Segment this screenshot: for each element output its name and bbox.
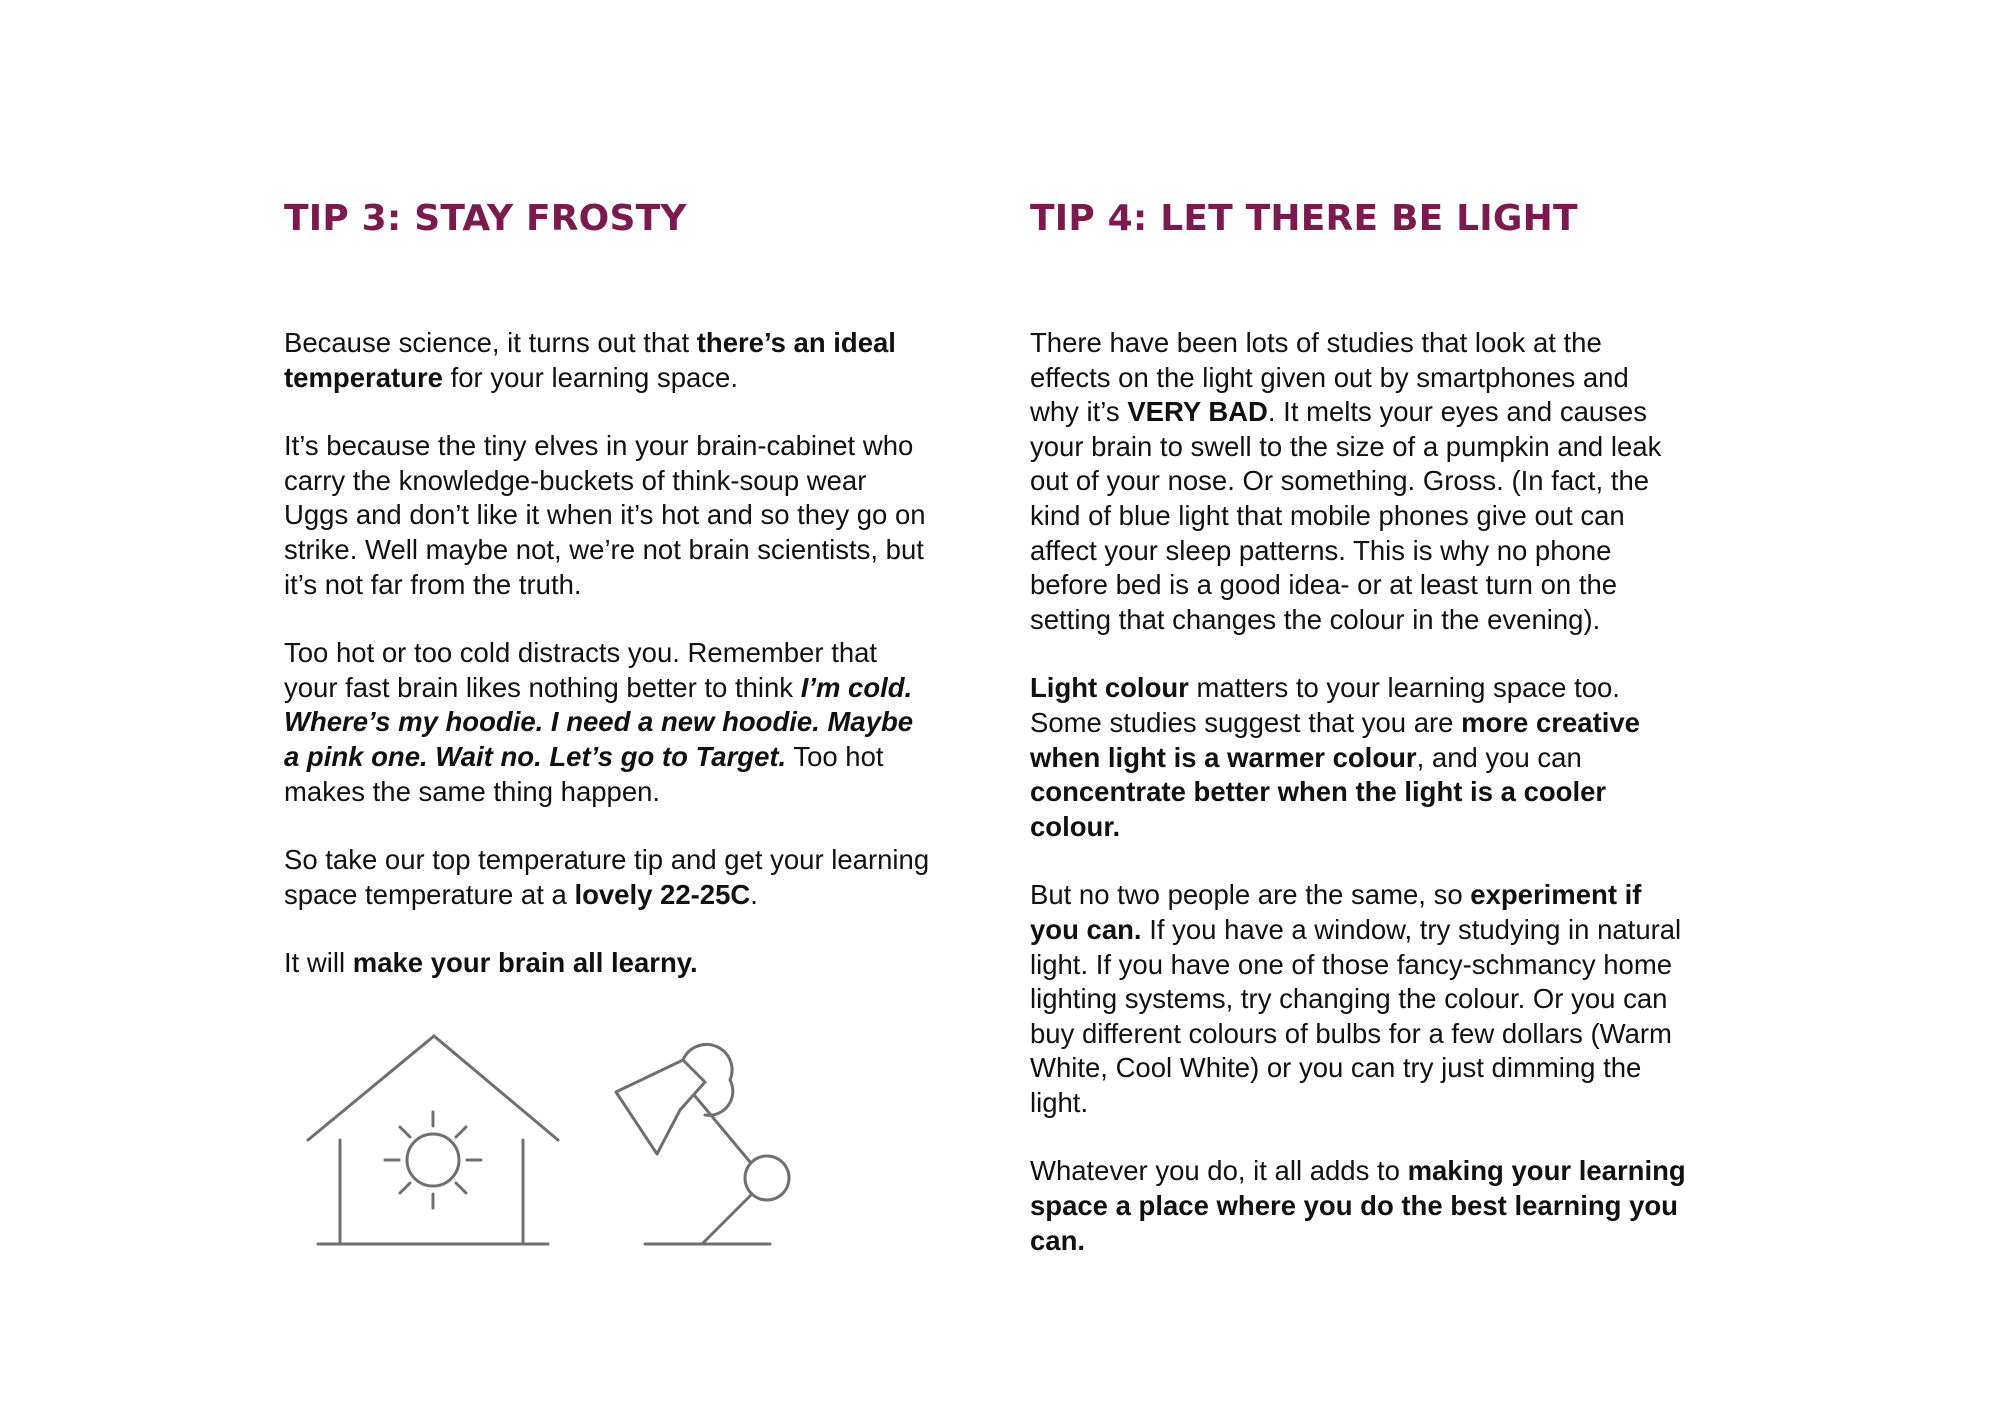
tip4-paragraph-3: But no two people are the same, so experiment if you can. If you have a window, try studying in natural light. If you have one of those fancy-schmancy home lighting systems, try changing the colour. Or you can buy different colours of bulbs for a few dollars (Warm White, Cool White) or you can try just dimming the light. bbox=[1030, 879, 1682, 1118]
tip3-title: TIP 3: STAY FROSTY bbox=[284, 198, 687, 239]
tip4-paragraph-2: Light colour matters to your learning space too. Some studies suggest that you are more creative when light is a warmer colour, and you can concentrate better when the light is a cooler colour. bbox=[1030, 672, 1640, 842]
illustrations bbox=[300, 1030, 800, 1250]
tip3-body bbox=[284, 326, 1014, 1015]
tip4-body bbox=[1030, 326, 1760, 1292]
tip3-paragraph-4: So take our top temperature tip and get your learning space temperature at a lovely 22-25C. bbox=[284, 844, 930, 910]
tip3-paragraph-2: It’s because the tiny elves in your brain-cabinet who carry the knowledge-buckets of think-soup wear Uggs and don’t like it when it’s hot and so they go on strike. Well maybe not, we’re not brain scientists, but it’s not far from the truth. bbox=[284, 430, 926, 600]
tip3-paragraph-5: It will make your brain all learny. bbox=[284, 947, 698, 979]
house-sun-icon bbox=[308, 1036, 558, 1244]
tip3-paragraph-3: Too hot or too cold distracts you. Remember that your fast brain likes nothing better to think I’m cold. Where’s my hoodie. I need a new hoodie. Maybe a pink one. Wait no. Let’s go to Target. Too hot makes the same thing happen. bbox=[284, 637, 914, 807]
desk-lamp-icon bbox=[616, 1044, 789, 1244]
tip4-paragraph-4: Whatever you do, it all adds to making your learning space a place where you do the best learning you can. bbox=[1030, 1155, 1686, 1256]
tip4-title: TIP 4: LET THERE BE LIGHT bbox=[1030, 198, 1578, 239]
tip4-paragraph-1: There have been lots of studies that look at the effects on the light given out by smartphones and why it’s VERY BAD. It melts your eyes and causes your brain to swell to the size of a pumpkin and leak out of your nose. Or something. Gross. (In fact, the kind of blue light that mobile phones give out can affect your sleep patterns. This is why no phone before bed is a good idea- or at least turn on the setting that changes the colour in the evening). bbox=[1030, 327, 1662, 635]
tip3-paragraph-1: Because science, it turns out that there’s an ideal temperature for your learning space. bbox=[284, 327, 896, 393]
